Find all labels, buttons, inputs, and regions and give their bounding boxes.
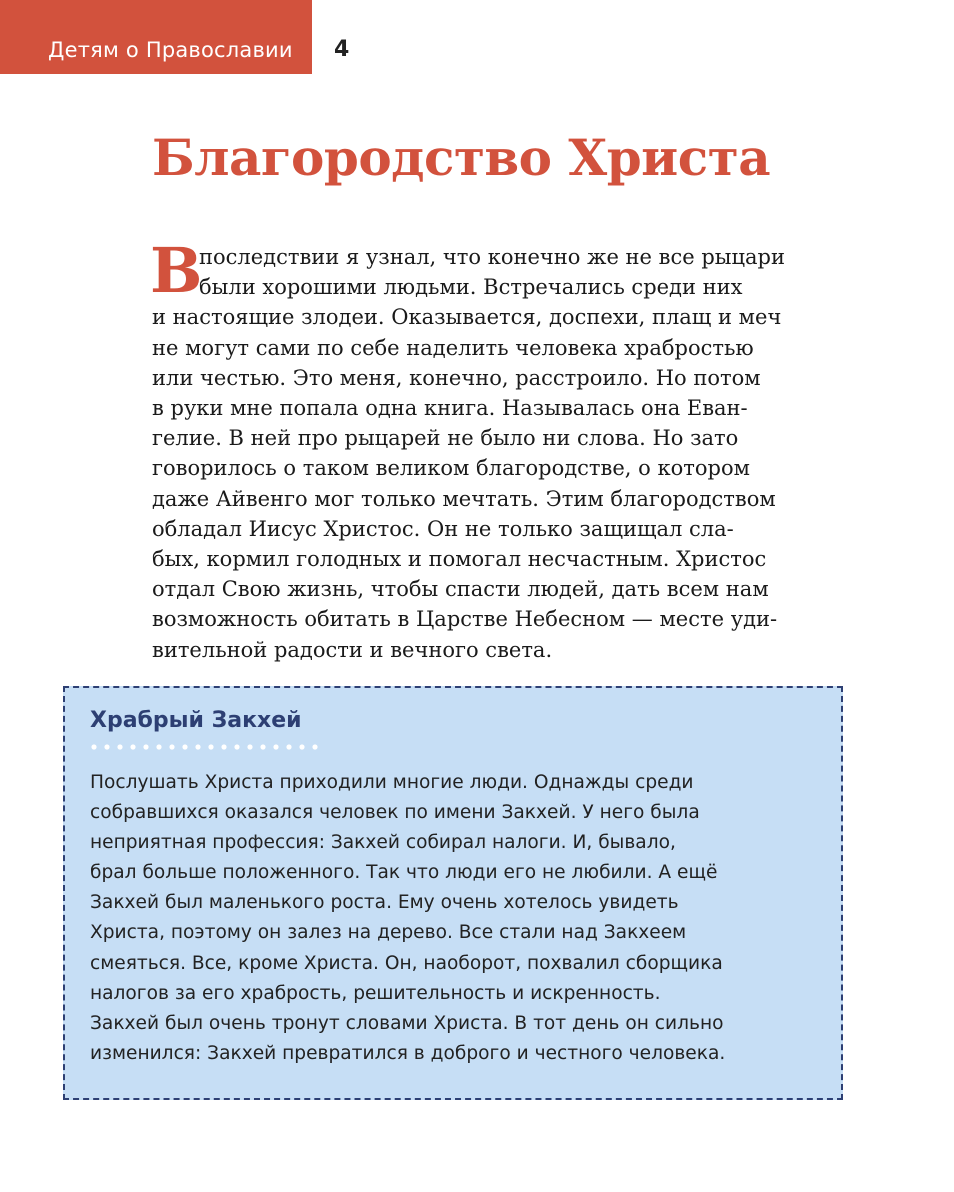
series-title: Детям о Православии	[48, 38, 293, 62]
article-line: отдал Свою жизнь, чтобы спасти людей, дать всем нам	[152, 577, 769, 602]
article-body	[152, 242, 852, 665]
article-line: не могут сами по себе наделить человека храбростью	[152, 335, 754, 360]
sidebar-line: налогов за его храбрость, решительность и искренность.	[90, 982, 661, 1004]
sidebar-line: изменился: Закхей превратился в доброго и честного человека.	[90, 1042, 726, 1064]
article-line: обладал Иисус Христос. Он не только защищал сла-	[152, 516, 734, 541]
sidebar-line: брал больше положенного. Так что люди его не любили. А ещё	[90, 862, 718, 884]
sidebar-body	[90, 768, 820, 1069]
page-title: Благородство Христа	[152, 128, 771, 187]
header-band	[0, 0, 312, 74]
article-line: бых, кормил голодных и помогал несчастным. Христос	[152, 547, 767, 572]
sidebar-line: собравшихся оказался человек по имени Закхей. У него была	[90, 802, 700, 824]
sidebar-line: Закхей был маленького роста. Ему очень хотелось увидеть	[90, 892, 679, 914]
article-line: говорилось о таком великом благородстве, о котором	[152, 456, 750, 481]
article-line: были хорошими людьми. Встречались среди них	[199, 275, 743, 300]
sidebar-line: Закхей был очень тронут словами Христа. В тот день он сильно	[90, 1012, 724, 1034]
article-line: вительной радости и вечного света.	[152, 637, 553, 662]
sidebar-heading: Храбрый Закхей	[90, 708, 302, 733]
article-line: и настоящие злодеи. Оказывается, доспехи, плащ и меч	[152, 305, 782, 330]
sidebar-line: смеяться. Все, кроме Христа. Он, наоборот, похвалил сборщика	[90, 952, 723, 974]
article-line: даже Айвенго мог только мечтать. Этим благородством	[152, 486, 776, 511]
drop-cap: В	[150, 234, 203, 307]
article-line: в руки мне попала одна книга. Называлась она Еван-	[152, 396, 748, 421]
dotted-divider	[90, 743, 330, 751]
article-line: возможность обитать в Царстве Небесном — месте уди-	[152, 607, 778, 632]
article-line: гелие. В ней про рыцарей не было ни слова. Но зато	[152, 426, 739, 451]
sidebar-line: Послушать Христа приходили многие люди. Однажды среди	[90, 772, 694, 793]
article-line: последствии я узнал, что конечно же не все рыцари	[199, 245, 785, 269]
article-line: или честью. Это меня, конечно, расстроило. Но потом	[152, 365, 761, 390]
page-number: 4	[334, 37, 350, 62]
sidebar-line: Христа, поэтому он залез на дерево. Все стали над Закхеем	[90, 922, 687, 944]
sidebar-line: неприятная профессия: Закхей собирал налоги. И, бывало,	[90, 832, 676, 854]
